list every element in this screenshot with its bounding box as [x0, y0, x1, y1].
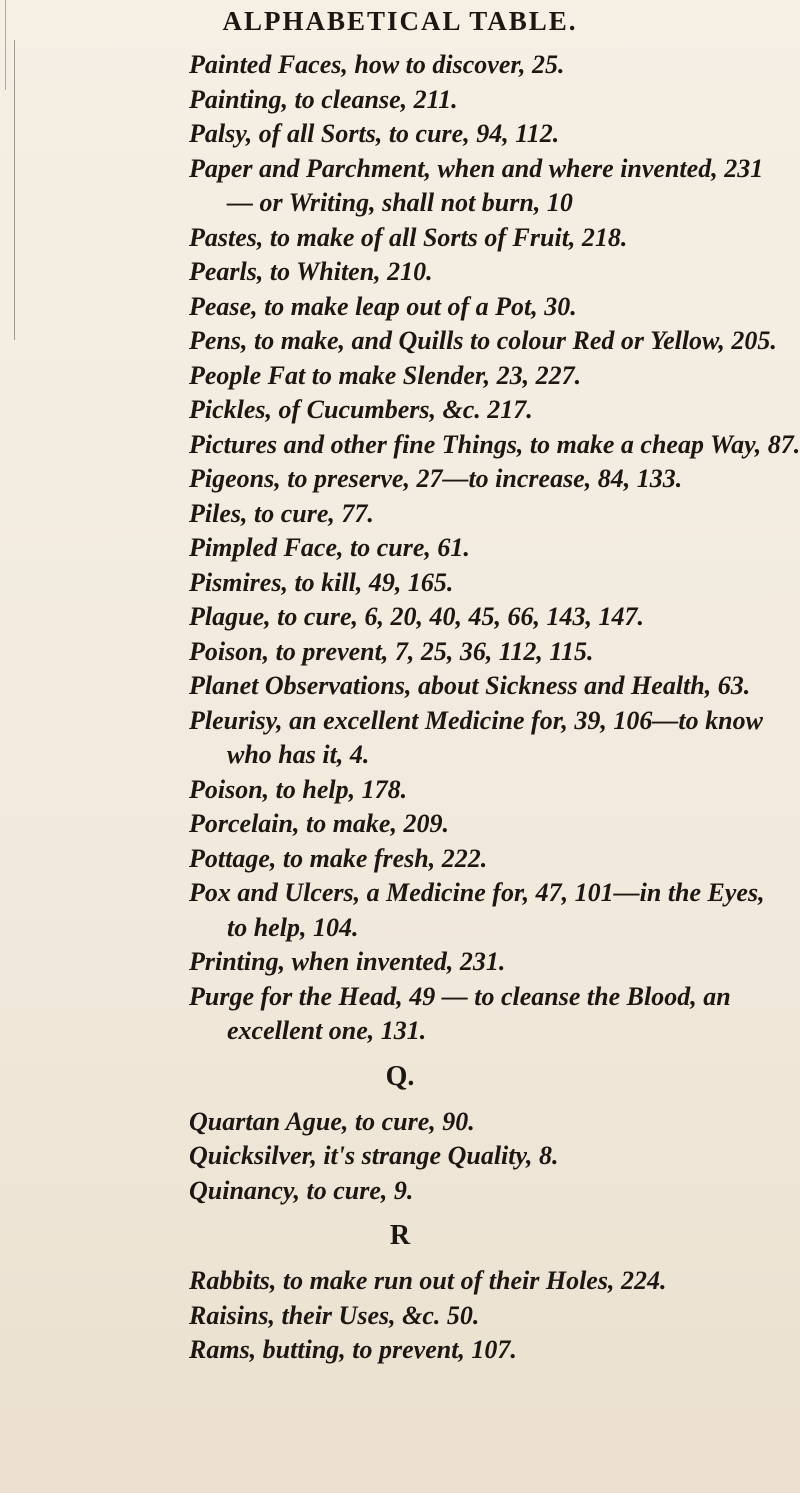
index-entry: Pox and Ulcers, a Medicine for, 47, 101—in the Eyes, to help, 104.: [189, 878, 765, 942]
index-entry: Raisins, their Uses, &c. 50.: [189, 1300, 480, 1330]
index-entry: Painting, to cleanse, 211.: [189, 84, 458, 114]
section-letter: R: [389, 1220, 411, 1251]
index-entry: Pleurisy, an excellent Medicine for, 39, 106—to know who has it, 4.: [189, 705, 763, 769]
index-entry: Painted Faces, how to discover, 25.: [189, 50, 565, 79]
index-entry: Pease, to make leap out of a Pot, 30.: [189, 291, 577, 321]
index-entry: Rams, butting, to prevent, 107.: [189, 1335, 517, 1364]
index-entry: Porcelain, to make, 209.: [189, 809, 449, 838]
index-entry: Pickles, of Cucumbers, &c. 217.: [189, 395, 533, 424]
index-entry: Pigeons, to preserve, 27—to increase, 84, 133.: [189, 464, 683, 493]
index-entry: Pearls, to Whiten, 210.: [189, 257, 433, 286]
index-entry: Pismires, to kill, 49, 165.: [189, 567, 454, 597]
index-entry: Poison, to prevent, 7, 25, 36, 112, 115.: [189, 636, 594, 666]
index-entry: Quartan Ague, to cure, 90.: [189, 1106, 475, 1136]
index-entry: People Fat to make Slender, 23, 227.: [189, 360, 582, 390]
index-entry: Quinancy, to cure, 9.: [189, 1175, 414, 1205]
index-entry: Quicksilver, it's strange Quality, 8.: [189, 1141, 559, 1170]
index-entry: Pictures and other fine Things, to make a cheap Way, 87.: [189, 429, 800, 459]
section-letter: Q.: [385, 1060, 415, 1092]
index-entry: Rabbits, to make run out of their Holes, 224.: [189, 1266, 667, 1295]
index-entry: Printing, when invented, 231.: [189, 947, 506, 976]
index-entry: Purge for the Head, 49 — to cleanse the Blood, an excellent one, 131.: [189, 981, 731, 1045]
index-entry: Plague, to cure, 6, 20, 40, 45, 66, 143, 147.: [189, 602, 644, 631]
index-entry: Pimpled Face, to cure, 61.: [189, 533, 470, 562]
index-entry: Pens, to make, and Quills to colour Red or Yellow, 205.: [189, 326, 777, 355]
index-entry: Paper and Parchment, when and where invented, 231 — or Writing, shall not burn, 10: [189, 153, 764, 217]
index-entry: Piles, to cure, 77.: [189, 498, 374, 528]
index-entry: Palsy, of all Sorts, to cure, 94, 112.: [189, 119, 560, 148]
running-head: ALPHABETICAL TABLE.: [222, 6, 578, 36]
index-entry: Planet Observations, about Sickness and Health, 63.: [189, 671, 751, 700]
index-entries: [0, 48, 800, 1368]
index-entry: Pottage, to make fresh, 222.: [189, 843, 488, 873]
index-entry: Poison, to help, 178.: [189, 774, 408, 804]
index-entry: Pastes, to make of all Sorts of Fruit, 218.: [189, 222, 628, 252]
